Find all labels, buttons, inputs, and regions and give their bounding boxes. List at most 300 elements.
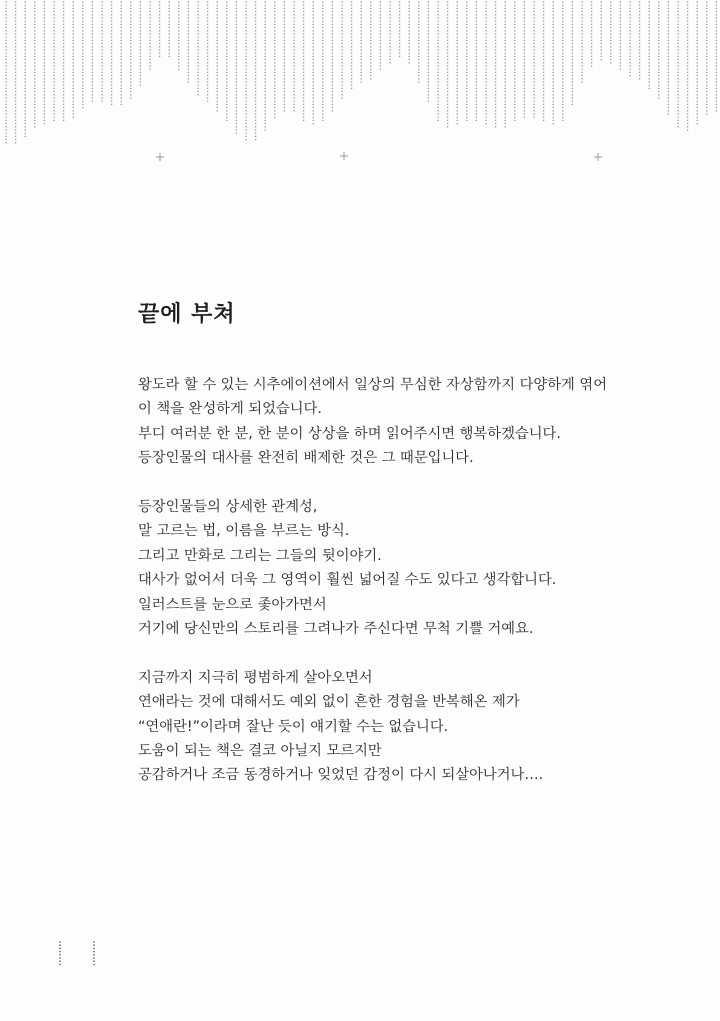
dot — [360, 65, 362, 67]
dot — [264, 43, 266, 45]
dot — [504, 97, 506, 99]
dot — [159, 4, 161, 6]
dot — [5, 1, 7, 3]
dot — [572, 27, 574, 29]
dot — [706, 36, 708, 38]
dot — [360, 24, 362, 26]
dot — [514, 72, 516, 74]
dot — [543, 75, 545, 77]
dot — [533, 113, 535, 115]
dot — [533, 56, 535, 58]
dot — [53, 59, 55, 61]
dot — [15, 59, 17, 61]
dot — [495, 110, 497, 112]
dot — [562, 65, 564, 67]
dot — [159, 33, 161, 35]
dot — [572, 62, 574, 64]
dot — [82, 4, 84, 6]
dot — [236, 113, 238, 115]
dot — [264, 72, 266, 74]
dot — [101, 46, 103, 48]
dot — [639, 43, 641, 45]
dot — [101, 100, 103, 102]
dot — [504, 91, 506, 93]
dot — [236, 116, 238, 118]
dot — [418, 4, 420, 6]
dot — [399, 14, 401, 16]
dot — [255, 100, 257, 102]
dot — [284, 17, 286, 19]
dot — [120, 33, 122, 35]
dot — [716, 78, 718, 80]
dot — [562, 30, 564, 32]
dot — [351, 33, 353, 35]
dot — [572, 43, 574, 45]
dot — [351, 84, 353, 86]
dot — [264, 78, 266, 80]
dot — [629, 40, 631, 42]
dot — [303, 8, 305, 10]
dot — [408, 27, 410, 29]
dot — [428, 62, 430, 64]
dot — [648, 27, 650, 29]
dot — [514, 68, 516, 70]
dot — [687, 36, 689, 38]
dot — [34, 24, 36, 26]
dot — [466, 30, 468, 32]
dot — [552, 1, 554, 3]
dot — [322, 84, 324, 86]
dot — [140, 75, 142, 77]
dot — [543, 27, 545, 29]
dot — [312, 14, 314, 16]
dot — [696, 94, 698, 96]
dot — [370, 36, 372, 38]
dot — [562, 40, 564, 42]
dot — [716, 52, 718, 54]
dot — [476, 8, 478, 10]
dot — [380, 65, 382, 67]
dot — [351, 36, 353, 38]
dot — [130, 72, 132, 74]
dot — [485, 8, 487, 10]
dot — [696, 8, 698, 10]
dot — [456, 36, 458, 38]
dot — [140, 14, 142, 16]
dot — [284, 75, 286, 77]
dot — [255, 113, 257, 115]
dot — [447, 123, 449, 125]
dot — [485, 72, 487, 74]
dot — [428, 88, 430, 90]
dot — [341, 84, 343, 86]
dot — [399, 40, 401, 42]
dot — [284, 11, 286, 13]
dot — [533, 52, 535, 54]
dot — [591, 11, 593, 13]
dot — [293, 4, 295, 6]
dot — [629, 68, 631, 70]
dot — [495, 30, 497, 32]
dot — [149, 46, 151, 48]
dot — [149, 52, 151, 54]
dot — [72, 97, 74, 99]
dot — [92, 94, 94, 96]
dot — [140, 36, 142, 38]
dot — [63, 94, 65, 96]
dot — [677, 107, 679, 109]
dot — [648, 30, 650, 32]
dot — [543, 97, 545, 99]
dot — [716, 14, 718, 16]
dot — [562, 68, 564, 70]
dot — [82, 59, 84, 61]
dot — [552, 110, 554, 112]
dot — [93, 948, 95, 950]
dot — [245, 81, 247, 83]
dot — [437, 59, 439, 61]
dot — [53, 84, 55, 86]
dot — [437, 36, 439, 38]
dot — [63, 49, 65, 51]
dot — [284, 94, 286, 96]
paragraph-3 — [138, 666, 678, 788]
dot — [197, 75, 199, 77]
dot — [245, 94, 247, 96]
dot — [610, 52, 612, 54]
dot — [63, 65, 65, 67]
dot — [44, 62, 46, 64]
dot — [456, 24, 458, 26]
dot — [668, 113, 670, 115]
dot — [197, 81, 199, 83]
dot — [63, 1, 65, 3]
dot — [677, 49, 679, 51]
dot — [696, 11, 698, 13]
dot — [418, 36, 420, 38]
dot — [130, 27, 132, 29]
dot — [495, 52, 497, 54]
dot — [591, 27, 593, 29]
dot — [447, 49, 449, 51]
dot — [658, 33, 660, 35]
dot — [92, 24, 94, 26]
dot — [706, 97, 708, 99]
dot — [572, 4, 574, 6]
dot — [524, 107, 526, 109]
dot — [591, 46, 593, 48]
dot — [591, 24, 593, 26]
dot — [552, 8, 554, 10]
dot — [188, 43, 190, 45]
dot — [63, 72, 65, 74]
dot — [591, 30, 593, 32]
dot — [226, 56, 228, 58]
dot — [120, 81, 122, 83]
dot — [245, 104, 247, 106]
dot — [332, 1, 334, 3]
dot — [668, 100, 670, 102]
dot — [72, 46, 74, 48]
dot — [687, 40, 689, 42]
dot — [706, 27, 708, 29]
dot — [72, 113, 74, 115]
dot — [322, 65, 324, 67]
dot — [197, 46, 199, 48]
dot — [572, 59, 574, 61]
dot — [428, 68, 430, 70]
dot — [322, 110, 324, 112]
dot — [399, 33, 401, 35]
dot — [72, 78, 74, 80]
dot — [552, 17, 554, 19]
dot — [332, 11, 334, 13]
dot — [15, 132, 17, 134]
dot — [562, 49, 564, 51]
dot — [24, 126, 26, 128]
dot — [639, 68, 641, 70]
dot — [677, 81, 679, 83]
dot — [533, 8, 535, 10]
dot — [380, 27, 382, 29]
dot — [24, 72, 26, 74]
dot — [677, 123, 679, 125]
dot — [437, 100, 439, 102]
dot — [524, 104, 526, 106]
dot — [188, 52, 190, 54]
dot — [716, 100, 718, 102]
dot — [677, 84, 679, 86]
dot — [418, 72, 420, 74]
dot — [648, 56, 650, 58]
dot — [322, 59, 324, 61]
dot — [543, 78, 545, 80]
dot — [620, 65, 622, 67]
dot — [706, 24, 708, 26]
dot — [332, 62, 334, 64]
dot — [399, 27, 401, 29]
dot — [24, 116, 26, 118]
dot — [274, 78, 276, 80]
dot — [245, 75, 247, 77]
dot — [264, 52, 266, 54]
dot — [696, 91, 698, 93]
dot — [581, 33, 583, 35]
dot — [572, 88, 574, 90]
dot — [485, 94, 487, 96]
dot — [504, 68, 506, 70]
dot — [284, 20, 286, 22]
dot — [197, 4, 199, 6]
dot — [456, 78, 458, 80]
dot — [687, 8, 689, 10]
dot — [456, 120, 458, 122]
dot — [562, 24, 564, 26]
dot — [92, 20, 94, 22]
dot — [82, 17, 84, 19]
dot — [5, 14, 7, 16]
dot — [120, 100, 122, 102]
dot — [418, 8, 420, 10]
dot — [648, 20, 650, 22]
dot — [255, 20, 257, 22]
dot — [44, 11, 46, 13]
dot — [485, 120, 487, 122]
dot — [476, 17, 478, 19]
dot — [197, 8, 199, 10]
dot — [476, 97, 478, 99]
dot — [648, 65, 650, 67]
dot — [456, 107, 458, 109]
dot — [5, 88, 7, 90]
dot — [236, 56, 238, 58]
dot — [226, 110, 228, 112]
dot — [197, 11, 199, 13]
dot — [111, 4, 113, 6]
dot — [677, 104, 679, 106]
dot — [34, 20, 36, 22]
dot — [53, 52, 55, 54]
dot — [610, 24, 612, 26]
dot — [572, 104, 574, 106]
dot — [322, 97, 324, 99]
dot — [524, 68, 526, 70]
dot — [245, 52, 247, 54]
dot — [543, 116, 545, 118]
dot — [111, 68, 113, 70]
dot — [93, 957, 95, 959]
text-line: 거기에 당신만의 스토리를 그려나가 주신다면 무척 기쁠 거예요. — [138, 621, 534, 638]
text-line: 연애라는 것에 대해서도 예외 없이 흔한 경험을 반복해온 제가 — [138, 694, 520, 711]
dot — [130, 81, 132, 83]
dot — [485, 65, 487, 67]
dot — [149, 14, 151, 16]
dot — [293, 1, 295, 3]
dot — [303, 68, 305, 70]
dot — [101, 40, 103, 42]
dot — [264, 27, 266, 29]
dot — [312, 17, 314, 19]
dot — [572, 91, 574, 93]
dot — [418, 20, 420, 22]
dot — [284, 56, 286, 58]
dot — [495, 113, 497, 115]
dot — [399, 11, 401, 13]
dot — [274, 97, 276, 99]
dot — [44, 49, 46, 51]
dot — [495, 100, 497, 102]
dot — [82, 100, 84, 102]
dot — [15, 40, 17, 42]
dot — [495, 120, 497, 122]
dot — [639, 56, 641, 58]
dot — [53, 94, 55, 96]
dot — [236, 36, 238, 38]
dot — [226, 68, 228, 70]
dot — [34, 120, 36, 122]
dot — [207, 11, 209, 13]
dot — [610, 56, 612, 58]
dot — [341, 4, 343, 6]
dot — [111, 100, 113, 102]
dot — [399, 1, 401, 3]
dot — [15, 136, 17, 138]
dot — [207, 40, 209, 42]
dot — [5, 17, 7, 19]
dot — [264, 49, 266, 51]
dot — [34, 40, 36, 42]
dot — [236, 81, 238, 83]
dot — [101, 91, 103, 93]
dot — [658, 49, 660, 51]
dot — [514, 27, 516, 29]
dot — [207, 36, 209, 38]
dot — [543, 52, 545, 54]
dot — [370, 1, 372, 3]
dot — [543, 49, 545, 51]
dot — [351, 27, 353, 29]
dot — [639, 59, 641, 61]
dot — [658, 75, 660, 77]
dot — [332, 104, 334, 106]
dot — [514, 75, 516, 77]
dot — [284, 104, 286, 106]
dot — [44, 78, 46, 80]
dot — [53, 17, 55, 19]
dot — [658, 68, 660, 70]
dot — [24, 33, 26, 35]
dot — [456, 97, 458, 99]
dot — [360, 20, 362, 22]
dot — [408, 43, 410, 45]
dot — [370, 65, 372, 67]
dot — [399, 30, 401, 32]
dot — [159, 52, 161, 54]
dot — [53, 56, 55, 58]
dot — [504, 43, 506, 45]
dot — [418, 27, 420, 29]
dot — [677, 8, 679, 10]
dot — [101, 14, 103, 16]
dot — [44, 84, 46, 86]
dot — [591, 43, 593, 45]
dot — [552, 56, 554, 58]
dot — [255, 72, 257, 74]
dot — [149, 17, 151, 19]
dot — [24, 94, 26, 96]
dot — [639, 27, 641, 29]
dot — [629, 4, 631, 6]
dot — [140, 62, 142, 64]
dot — [72, 104, 74, 106]
dot — [687, 72, 689, 74]
dot — [236, 72, 238, 74]
dot — [59, 957, 61, 959]
dot — [706, 84, 708, 86]
dot — [53, 68, 55, 70]
dot — [207, 97, 209, 99]
dot — [341, 30, 343, 32]
dot — [63, 104, 65, 106]
dot — [476, 56, 478, 58]
dot — [44, 104, 46, 106]
dot — [111, 62, 113, 64]
dot — [34, 59, 36, 61]
dot — [159, 1, 161, 3]
dot — [216, 36, 218, 38]
dot — [59, 951, 61, 953]
dot — [140, 33, 142, 35]
